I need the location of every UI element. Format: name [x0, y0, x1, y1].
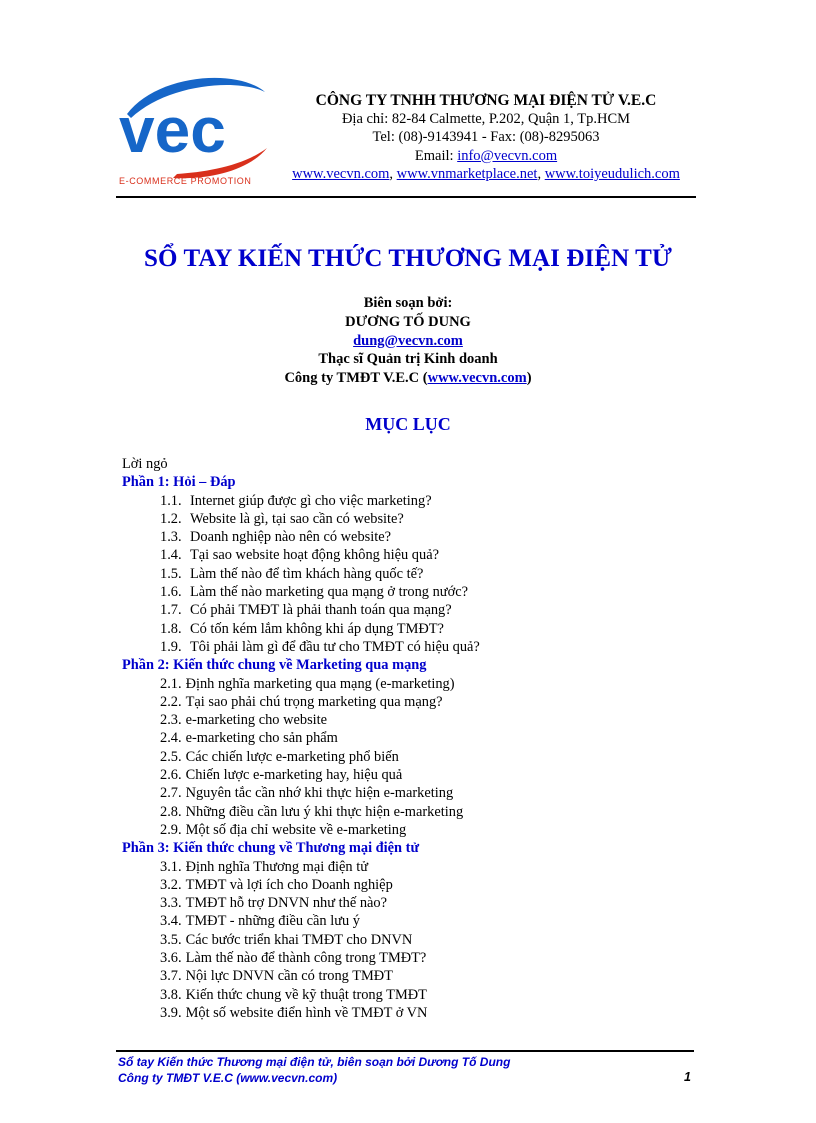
toc-item-number: 2.1. [160, 675, 182, 692]
company-info [278, 92, 694, 183]
toc-item-number: 3.9. [160, 1004, 182, 1021]
author-company-prefix: Công ty TMĐT V.E.C ( [284, 370, 428, 387]
toc-item-text: Có phải TMĐT là phải thanh toán qua mạng? [190, 602, 452, 619]
toc-part-3[interactable]: Phần 3: Kiến thức chung về Thương mại điện tử [122, 840, 420, 857]
toc-item-number: 3.3. [160, 895, 182, 912]
toc-item-number: 1.9. [160, 638, 182, 655]
toc-item-text: TMĐT - những điều cần lưu ý [185, 913, 360, 930]
toc-item[interactable] [160, 693, 702, 711]
toc-item-text: Một số website điển hình về TMĐT ở VN [185, 1004, 428, 1021]
header-divider [116, 196, 696, 198]
email-label: Email: [414, 147, 458, 164]
toc-item-text: Kiến thức chung về kỹ thuật trong TMĐT [185, 986, 427, 1003]
toc-heading: MỤC LỤC [365, 414, 451, 434]
toc-item[interactable] [160, 601, 702, 619]
page-footer [118, 1055, 693, 1086]
toc-item-text: Tôi phải làm gì để đầu tư cho TMĐT có hiệu quả? [190, 638, 480, 655]
toc-item-number: 1.5. [160, 565, 182, 582]
company-logo [117, 66, 277, 188]
toc-item[interactable] [160, 784, 702, 802]
toc-item-number: 2.4. [160, 730, 182, 747]
company-address: Địa chỉ: 82-84 Calmette, P.202, Quận 1, Tp.HCM [341, 111, 631, 128]
toc-item-text: Các chiến lược e-marketing phổ biến [185, 748, 399, 765]
toc-item-number: 1.4. [160, 547, 182, 564]
table-of-contents [122, 455, 702, 1022]
toc-intro[interactable]: Lời ngỏ [122, 456, 168, 472]
toc-item[interactable] [160, 1004, 702, 1022]
toc-item[interactable] [160, 492, 702, 510]
company-name: CÔNG TY TNHH THƯƠNG MẠI ĐIỆN TỬ V.E.C [315, 92, 657, 109]
toc-item-number: 1.8. [160, 620, 182, 637]
toc-item[interactable] [160, 986, 702, 1004]
toc-item-number: 2.9. [160, 821, 182, 838]
company-email-link[interactable]: info@vecvn.com [457, 147, 558, 164]
toc-item-number: 1.1. [160, 492, 182, 509]
toc-item[interactable] [160, 821, 702, 839]
toc-item[interactable] [160, 675, 702, 693]
toc-item-number: 1.7. [160, 602, 182, 619]
toc-item-text: Một số địa chỉ website về e-marketing [185, 821, 407, 838]
toc-item-text: Internet giúp được gì cho việc marketing? [190, 492, 432, 509]
toc-item[interactable] [160, 729, 702, 747]
toc-item[interactable] [160, 967, 702, 985]
toc-item[interactable] [160, 748, 702, 766]
toc-item-text: Làm thế nào để thành công trong TMĐT? [185, 950, 427, 967]
author-company-link[interactable]: www.vecvn.com [427, 370, 527, 387]
toc-item-text: Nội lực DNVN cần có trong TMĐT [185, 968, 393, 985]
website-link-vecvn[interactable]: www.vecvn.com [292, 165, 390, 182]
toc-item-text: TMĐT hỗ trợ DNVN như thế nào? [185, 895, 387, 912]
author-degree: Thạc sĩ Quản trị Kinh doanh [318, 351, 498, 368]
logo-tagline: E-COMMERCE PROMOTION [119, 176, 252, 186]
toc-item-number: 1.2. [160, 510, 182, 527]
toc-item[interactable] [160, 638, 702, 656]
toc-item-text: Những điều cần lưu ý khi thực hiện e-marketing [185, 803, 464, 820]
toc-item-number: 2.8. [160, 803, 182, 820]
toc-item-text: Tại sao phải chú trọng marketing qua mạng? [185, 693, 443, 710]
toc-item[interactable] [160, 949, 702, 967]
website-separator: , [389, 165, 397, 182]
toc-item-number: 2.5. [160, 748, 182, 765]
company-phone: Tel: (08)-9143941 - Fax: (08)-8295063 [372, 129, 600, 146]
toc-item[interactable] [160, 858, 702, 876]
author-company [0, 369, 816, 388]
toc-item-number: 1.3. [160, 529, 182, 546]
toc-item-text: Định nghĩa Thương mại điện tử [185, 858, 369, 875]
toc-item-number: 1.6. [160, 584, 182, 601]
footer-divider [116, 1050, 694, 1052]
toc-item-text: Website là gì, tại sao cần có website? [190, 510, 404, 527]
toc-item-text: e-marketing cho website [185, 712, 328, 729]
toc-item[interactable] [160, 912, 702, 930]
toc-item-text: Tại sao website hoạt động không hiệu quả? [190, 547, 439, 564]
toc-item[interactable] [160, 546, 702, 564]
toc-item-number: 3.7. [160, 968, 182, 985]
toc-item-text: Định nghĩa marketing qua mạng (e-marketing) [185, 675, 455, 692]
toc-item[interactable] [160, 876, 702, 894]
toc-part-1[interactable]: Phần 1: Hỏi – Đáp [122, 474, 236, 491]
toc-item[interactable] [160, 620, 702, 638]
toc-item[interactable] [160, 528, 702, 546]
toc-item-number: 3.1. [160, 858, 182, 875]
page-number: 1 [684, 1070, 691, 1084]
toc-part-2[interactable]: Phần 2: Kiến thức chung về Marketing qua mạng [122, 657, 427, 674]
document-title: SỔ TAY KIẾN THỨC THƯƠNG MẠI ĐIỆN TỬ [144, 245, 672, 272]
toc-item-text: Doanh nghiệp nào nên có website? [190, 529, 392, 546]
toc-item-text: Chiến lược e-marketing hay, hiệu quả [185, 767, 403, 784]
toc-item[interactable] [160, 803, 702, 821]
website-separator: , [537, 165, 545, 182]
logo-text: vec [119, 94, 226, 166]
toc-item-number: 3.6. [160, 950, 182, 967]
toc-item-number: 3.5. [160, 931, 182, 948]
toc-item-number: 3.4. [160, 913, 182, 930]
toc-item-number: 2.7. [160, 785, 182, 802]
author-block [0, 294, 816, 388]
author-label: Biên soạn bởi: [363, 295, 453, 311]
toc-item[interactable] [160, 565, 702, 583]
toc-item-number: 2.2. [160, 693, 182, 710]
toc-item-text: TMĐT và lợi ích cho Doanh nghiệp [185, 876, 393, 893]
toc-item[interactable] [160, 510, 702, 528]
toc-item-number: 2.6. [160, 767, 182, 784]
toc-item-number: 2.3. [160, 712, 182, 729]
toc-item-text: Làm thế nào để tìm khách hàng quốc tế? [190, 565, 424, 582]
toc-item-text: Làm thế nào marketing qua mạng ở trong nước? [190, 584, 468, 601]
toc-item[interactable] [160, 583, 702, 601]
footer-line-2: Công ty TMĐT V.E.C (www.vecvn.com) [118, 1070, 338, 1085]
toc-item[interactable] [160, 931, 702, 949]
toc-item-text: Nguyên tắc cần nhớ khi thực hiện e-marketing [185, 785, 454, 802]
company-websites [278, 165, 694, 183]
author-name: DƯƠNG TỐ DUNG [345, 313, 471, 330]
toc-item[interactable] [160, 894, 702, 912]
website-link-toiyeudulich[interactable]: www.toiyeudulich.com [544, 165, 680, 182]
vec-logo-icon [117, 66, 277, 188]
toc-item-text: Có tốn kém lắm không khi áp dụng TMĐT? [190, 620, 444, 637]
author-email-link[interactable]: dung@vecvn.com [353, 332, 463, 349]
website-link-vnmarketplace[interactable]: www.vnmarketplace.net [396, 165, 538, 182]
toc-item-number: 3.2. [160, 876, 182, 893]
footer-line-1: Sổ tay Kiến thức Thương mại điện tử, biên soạn bởi Dương Tố Dung [118, 1055, 511, 1069]
author-company-suffix: ) [526, 370, 532, 387]
company-email-line [278, 147, 694, 165]
toc-item-text: e-marketing cho sản phẩm [185, 730, 338, 747]
toc-item-number: 3.8. [160, 986, 182, 1003]
toc-item[interactable] [160, 711, 702, 729]
toc-item[interactable] [160, 766, 702, 784]
toc-item-text: Các bước triển khai TMĐT cho DNVN [185, 931, 413, 948]
